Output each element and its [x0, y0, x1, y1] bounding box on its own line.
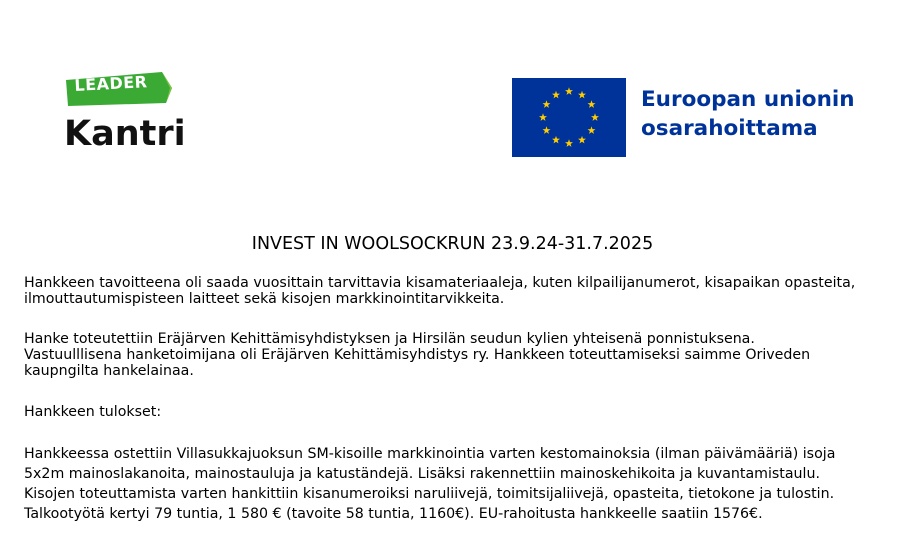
- paragraph-implementation: [24, 331, 884, 379]
- leader-kantri-logo: [62, 70, 192, 160]
- eu-text-line-2: osarahoittama: [641, 116, 818, 141]
- eu-cofunding-logo: [512, 78, 872, 158]
- paragraph-line: Talkootyötä kertyi 79 tuntia, 1 580 € (tavoite 58 tuntia, 1160€). EU-rahoitusta hankkeelle saatiin 1576€.: [24, 506, 763, 522]
- results-heading: Hankkeen tulokset:: [24, 404, 162, 420]
- leader-badge-text: LEADER: [74, 72, 148, 95]
- paragraph-goal: [24, 275, 884, 307]
- eu-text-line-1: Euroopan unionin: [641, 87, 855, 112]
- paragraph-line: kaupngilta hankelainaa.: [24, 363, 194, 379]
- kantri-wordmark: Kantri: [64, 114, 186, 154]
- paragraph-line: Vastuulllisena hanketoimijana oli Eräjärven Kehittämisyhdistys ry. Hankkeen toteuttamiseksi saimme Oriveden: [24, 347, 811, 363]
- paragraph-line: Kisojen toteuttamista varten hankittiin kisanumeroiksi naruliivejä, toimitsijaliivejä, opasteita, tietokone ja tulostin.: [24, 486, 835, 502]
- document-title: INVEST IN WOOLSOCKRUN 23.9.24-31.7.2025: [251, 234, 654, 254]
- paragraph-results: [24, 444, 884, 524]
- paragraph-line: Hanke toteutettiin Eräjärven Kehittämisyhdistyksen ja Hirsilän seudun kylien yhteisenä ponnistuksena.: [24, 331, 755, 347]
- paragraph-line: 5x2m mainoslakanoita, mainostauluja ja katuständejä. Lisäksi rakennettiin mainoskehikoita ja kuvantamistaulu.: [24, 466, 820, 482]
- paragraph-line: ilmouttautumispisteen laitteet sekä kisojen markkinointitarvikkeita.: [24, 291, 505, 307]
- paragraph-line: Hankkeessa ostettiin Villasukkajuoksun SM-kisoille markkinointia varten kestomainoksia (ilman päivämääriä) isoja: [24, 446, 836, 462]
- eu-cofunding-text: [641, 85, 855, 143]
- paragraph-line: Hankkeen tavoitteena oli saada vuosittain tarvittavia kisamateriaaleja, kuten kilpailijanumerot, kisapaikan opasteita,: [24, 275, 856, 291]
- eu-flag: [512, 78, 626, 157]
